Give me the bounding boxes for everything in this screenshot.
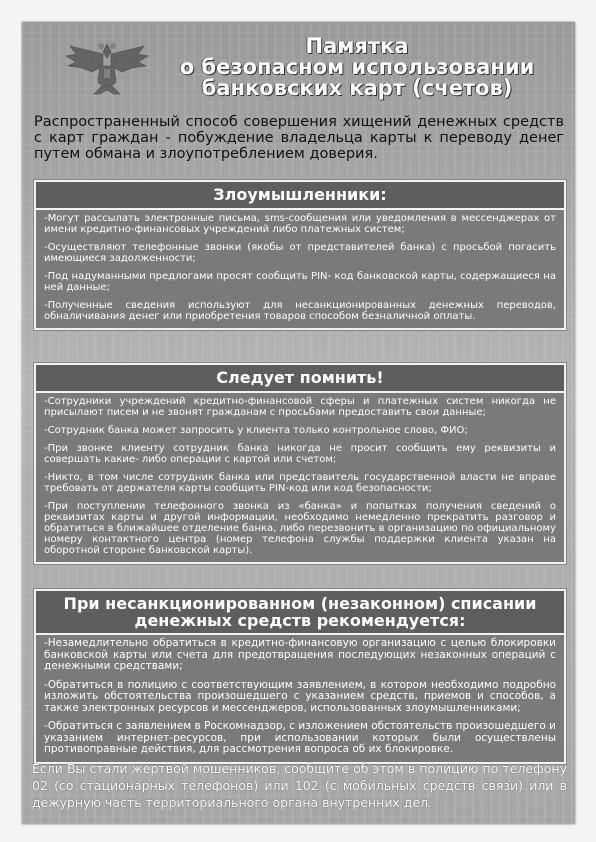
- police-contact-note: Если Вы стали жертвой мошенников, сообщите об этом в полицию по телефону 02 (со стационарных телефонов) или 102 (с мобильных средств связи) или в дежурную часть территориального органа внутренних дел.: [32, 761, 567, 810]
- list-item: -Сотрудники учреждений кредитно-финансовой сферы и платежных систем никогда не присылают писем и не звонят гражданам с просьбами предоставить свои данные;: [44, 396, 556, 418]
- list-item: -Полученные сведения используют для несанкционированных денежных переводов, обналичивания денег или приобретения товаров способом безналичной оплаты.: [44, 300, 556, 322]
- recommendations-heading: При несанкционированном (незаконном) списании денежных средств рекомендуется:: [36, 591, 564, 635]
- memo-sheet: [22, 22, 575, 824]
- memo-title: [172, 36, 542, 99]
- remember-section: [34, 363, 566, 564]
- recommendations-list: [36, 635, 564, 762]
- list-item: -Сотрудник банка может запросить у клиента только контрольное слово, ФИО;: [44, 425, 468, 436]
- remember-heading: Следует помнить!: [36, 365, 564, 393]
- list-item: -Обратиться с заявлением в Роскомнадзор, с изложением обстоятельств произошедшего и указанием интернет-ресурсов, при использовании которых были осуществлены противоправные действия, для рассмотрения вопроса об их блокировке.: [44, 720, 556, 755]
- list-item: -Могут рассылать электронные письма, sms-сообщения или уведомления в мессенджерах от имени кредитно-финансовых учреждений либо платежных систем;: [44, 213, 556, 235]
- list-item: -Осуществляют телефонные звонки (якобы от представителей банка) с просьбой погасить имеющиеся задолженности;: [44, 242, 556, 264]
- fraudsters-heading: Злоумышленники:: [36, 182, 564, 210]
- recommendations-section: [34, 589, 566, 764]
- list-item: -При поступлении телефонного звонка из «банка» и попытках получения сведений о реквизитах карты и другой информации, необходимо немедленно прекратить разговор и обратиться в ближайшее отделение банка, либо перезвонить в организацию по официальному номеру контактного центра (номер телефона службы поддержки клиента указан на оборотной стороне банковской карты).: [44, 501, 556, 556]
- intro-paragraph: Распространенный способ совершения хищений денежных средств с карт граждан - побуждение владельца карты к переводу денег путем обмана и злоупотреблением доверия.: [34, 114, 564, 162]
- title-line-1: Памятка: [305, 34, 409, 58]
- eagle-emblem-icon: [62, 36, 152, 98]
- fraudsters-section: [34, 180, 566, 330]
- list-item: -Никто, в том числе сотрудник банка или представитель государственной власти не вправе требовать от держателя карты сообщить PIN-код или код безопасности;: [44, 472, 556, 494]
- list-item: -Под надуманными предлогами просят сообщить PIN- код банковской карты, содержащиеся на ней данные;: [44, 271, 556, 293]
- title-line-2: о безопасном использовании: [179, 55, 535, 79]
- list-item: -При звонке клиенту сотрудник банка никогда не просит сообщить ему реквизиты и совершать какие- либо операции с картой или счетом;: [44, 443, 556, 465]
- fraudsters-list: [36, 210, 564, 328]
- list-item: -Незамедлительно обратиться в кредитно-финансовую организацию с целью блокировки банковской карты или счета для предотвращения последующих незаконных операций с денежными средствами;: [44, 637, 556, 672]
- remember-list: [36, 393, 564, 562]
- title-line-3: банковских карт (счетов): [201, 76, 513, 100]
- list-item: -Обратиться в полицию с соответствующим заявлением, в котором необходимо подробно изложить обстоятельства произошедшего с указанием средств, приемов и способов, а также электронных ресурсов и мессенджеров, использованных злоумышленниками;: [44, 678, 556, 714]
